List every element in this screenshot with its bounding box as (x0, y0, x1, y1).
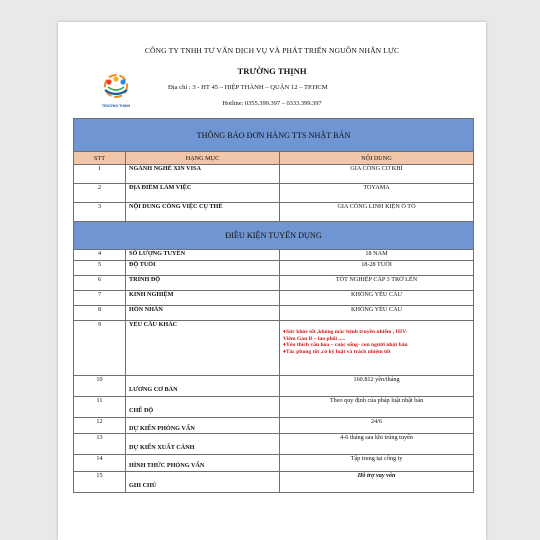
table-row (74, 165, 474, 184)
row-value: GIA CÔNG LINH KIỆN Ô TÔ (280, 203, 474, 222)
requirement-line: ♦Yêu thích văn hóa – cuộc sống- con người nhật bản (283, 342, 408, 349)
row-value: 18 NAM (280, 250, 474, 261)
table-row (74, 276, 474, 291)
order-table (73, 118, 474, 493)
row-value: KHÔNG YÊU CẦU (280, 291, 474, 306)
table-row (74, 261, 474, 276)
row-stt: 4 (74, 250, 126, 261)
document-page (58, 22, 486, 540)
row-item: GHI CHÚ (126, 472, 280, 493)
row-value: GIA CÔNG CƠ KHÍ (280, 165, 474, 184)
row-item: YÊU CẦU KHÁC (126, 321, 280, 376)
hotline: Hotline: 0355.399.397 – 0333.399.397 (222, 100, 322, 107)
row-item: DỰ KIẾN XUẤT CẢNH (126, 434, 280, 455)
row-value: 4-6 tháng sau khi trúng tuyển (280, 434, 474, 455)
row-stt: 7 (74, 291, 126, 306)
row-value: KHÔNG YÊU CẦU (280, 306, 474, 321)
row-stt: 2 (74, 184, 126, 203)
logo-text: TRƯỜNG THỊNH (101, 104, 131, 108)
table-title-row (74, 119, 474, 152)
table-row (74, 203, 474, 222)
column-header-item: HẠNG MỤC (126, 152, 280, 165)
row-item: SỐ LƯỢNG TUYỂN (126, 250, 280, 261)
row-item: KINH NGHIỆM (126, 291, 280, 306)
row-stt: 13 (74, 434, 126, 455)
row-item: CHẾ ĐỘ (126, 397, 280, 418)
table-row (74, 376, 474, 397)
row-stt: 9 (74, 321, 126, 376)
row-value: Tập trung tại công ty (280, 455, 474, 472)
table-title: THÔNG BÁO ĐƠN HÀNG TTS NHẬT BẢN (74, 119, 474, 152)
row-value: Theo quy định của pháp luật nhật bản (280, 397, 474, 418)
row-item: ĐỊA ĐIỂM LÀM VIỆC (126, 184, 280, 203)
table-row (74, 455, 474, 472)
column-header-stt: STT (74, 152, 126, 165)
table-row (74, 434, 474, 455)
row-stt: 6 (74, 276, 126, 291)
row-stt: 1 (74, 165, 126, 184)
row-value: 24/6 (280, 418, 474, 434)
table-header-row (74, 152, 474, 165)
section-title: ĐIỀU KIỆN TUYỂN DỤNG (74, 222, 474, 250)
row-value: 18-28 TUỔI (280, 261, 474, 276)
row-item: HÌNH THỨC PHỎNG VẤN (126, 455, 280, 472)
company-name: CÔNG TY TNHH TƯ VẤN DỊCH VỤ VÀ PHÁT TRIỂN NGUỒN NHÂN LỰC (144, 46, 400, 55)
table-row (74, 291, 474, 306)
table-row (74, 418, 474, 434)
row-value: Hỗ trợ vay vốn (280, 472, 474, 493)
row-item: HÔN NHÂN (126, 306, 280, 321)
company-logo-icon (98, 72, 134, 102)
row-item: DỰ KIẾN PHỎNG VẤN (126, 418, 280, 434)
row-item: NGÀNH NGHỀ XIN VISA (126, 165, 280, 184)
row-item: ĐỘ TUỔI (126, 261, 280, 276)
column-header-content: NỘI DUNG (280, 152, 474, 165)
row-value: 160.812 yên/tháng (280, 376, 474, 397)
table-row (74, 306, 474, 321)
row-item: TRÌNH ĐỘ (126, 276, 280, 291)
row-value: TỐT NGHIỆP CẤP 3 TRỞ LÊN (280, 276, 474, 291)
row-item: LƯƠNG CƠ BẢN (126, 376, 280, 397)
table-row (74, 250, 474, 261)
company-address: Địa chỉ : 3 - HT 45 – HIỆP THÀNH – QUẬN 12 – TP.HCM (168, 84, 328, 91)
other-requirements-list (280, 321, 474, 376)
requirement-line: Viêm Gan B – lao phổi ..... (283, 335, 346, 342)
row-stt: 14 (74, 455, 126, 472)
row-item: NỘI DUNG CÔNG VIỆC CỤ THỂ (126, 203, 280, 222)
row-stt: 3 (74, 203, 126, 222)
row-stt: 12 (74, 418, 126, 434)
requirement-line: ♦Sức khỏe tốt ,không mắc bệnh truyền nhiễm , HIV- (283, 329, 408, 335)
row-stt: 11 (74, 397, 126, 418)
requirement-line: ♦Tác phong tốt ,có kỷ luật và trách nhiệm tốt (283, 348, 391, 355)
table-row (74, 472, 474, 493)
row-stt: 8 (74, 306, 126, 321)
row-value: TOYAMA (280, 184, 474, 203)
table-row (74, 184, 474, 203)
row-stt: 15 (74, 472, 126, 493)
table-row-other-requirements (74, 321, 474, 376)
row-stt: 5 (74, 261, 126, 276)
table-row (74, 397, 474, 418)
section-title-row (74, 222, 474, 250)
brand-name: TRƯỜNG THỊNH (237, 66, 307, 76)
row-stt: 10 (74, 376, 126, 397)
